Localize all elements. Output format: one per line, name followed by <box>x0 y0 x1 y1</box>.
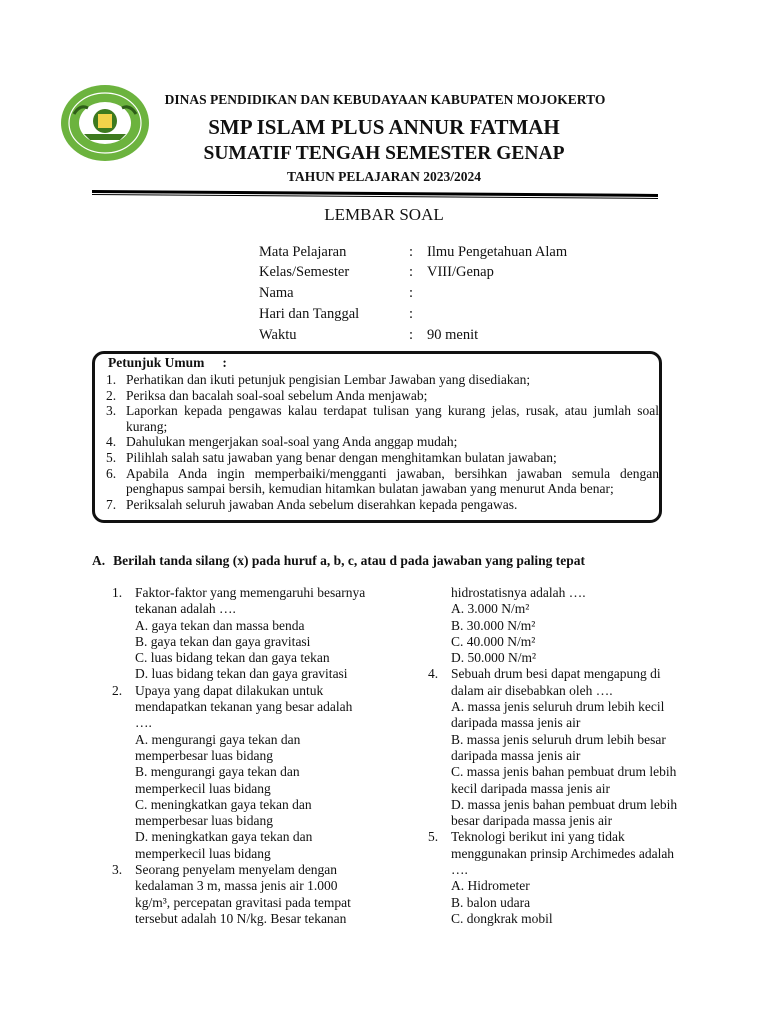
info-row-class <box>259 263 567 283</box>
school-name: SMP ISLAM PLUS ANNUR FATMAH <box>208 115 560 139</box>
questions-column-left <box>112 585 370 927</box>
info-colon: : <box>409 244 414 260</box>
question-text-continued: hidrostatisnya adalah …. <box>451 585 586 600</box>
instruction-number: 6. <box>106 465 117 481</box>
instruction-item <box>106 372 659 388</box>
question-2 <box>112 683 370 862</box>
academic-year: TAHUN PELAJARAN 2023/2024 <box>286 169 481 184</box>
option-c[interactable]: C. 40.000 N/m² <box>451 633 536 649</box>
instruction-text: Pilihlah salah satu jawaban yang benar dengan menghitamkan bulatan jawaban; <box>126 449 557 465</box>
section-title: Berilah tanda silang (x) pada huruf a, b, c, atau d pada jawaban yang paling tepat <box>113 553 585 568</box>
instruction-item <box>106 434 659 450</box>
question-text: Teknologi berikut ini yang tidak menggunakan prinsip Archimedes adalah …. <box>451 829 675 878</box>
instructions-title-colon: : <box>222 355 227 370</box>
question-1 <box>112 585 370 683</box>
instructions-list <box>106 372 659 512</box>
option-c[interactable]: C. meningkatkan gaya tekan dan memperbesar luas bidang <box>135 796 312 829</box>
instruction-number: 4. <box>106 434 117 450</box>
info-label: Mata Pelajaran <box>259 244 347 260</box>
instruction-item <box>106 497 659 513</box>
instructions-title-text: Petunjuk Umum <box>108 355 205 370</box>
instruction-text: Periksalah seluruh jawaban Anda sebelum diserahkan kepada pengawas. <box>126 496 518 512</box>
info-value: 90 menit <box>427 326 479 343</box>
option-a[interactable]: A. Hidrometer <box>451 878 530 894</box>
option-a[interactable]: A. mengurangi gaya tekan dan memperbesar luas bidang <box>135 731 301 763</box>
info-label: Hari dan Tanggal <box>259 305 360 322</box>
instruction-number: 3. <box>106 403 117 419</box>
question-number: 3. <box>112 862 123 878</box>
option-d[interactable]: D. luas bidang tekan dan gaya gravitasi <box>135 666 348 682</box>
instruction-number: 1. <box>106 372 117 387</box>
question-3 <box>112 862 370 927</box>
option-a[interactable]: A. massa jenis seluruh drum lebih kecil daripada massa jenis air <box>451 699 665 731</box>
option-c[interactable]: C. luas bidang tekan dan gaya tekan <box>135 650 330 666</box>
question-number: 1. <box>112 585 123 600</box>
instruction-text: Periksa dan bacalah soal-soal sebelum Anda menjawab; <box>126 387 428 403</box>
info-colon: : <box>409 326 414 343</box>
option-b[interactable]: B. mengurangi gaya tekan dan memperkecil luas bidang <box>135 764 300 796</box>
option-c[interactable]: C. dongkrak mobil <box>451 910 553 926</box>
instruction-text: Apabila Anda ingin memperbaiki/mengganti jawaban, bersihkan jawaban semula dengan penghapus sampai bersih, kemudian hitamkan bulatan jawaban yang menurut Anda benar; <box>126 465 659 497</box>
question-3-continued <box>428 585 678 666</box>
option-a[interactable]: A. gaya tekan dan massa benda <box>135 617 305 633</box>
question-number: 5. <box>428 829 439 845</box>
info-colon: : <box>409 263 414 280</box>
instruction-item <box>106 388 659 404</box>
section-letter: A. <box>92 553 106 568</box>
option-b[interactable]: B. 30.000 N/m² <box>451 617 536 633</box>
option-b[interactable]: B. balon udara <box>451 894 531 910</box>
instruction-item <box>106 450 659 466</box>
questions-column-right <box>428 585 678 927</box>
info-row-date <box>259 304 567 325</box>
question-number: 2. <box>112 682 123 698</box>
instruction-text: Laporkan kepada pengawas kalau terdapat tulisan yang kurang jelas, rusak, atau jumlah soal kurang; <box>126 403 659 434</box>
info-colon: : <box>409 305 414 322</box>
info-label: Waktu <box>259 326 297 343</box>
info-row-subject <box>259 243 567 263</box>
question-text: Faktor-faktor yang memengaruhi besarnya tekanan adalah …. <box>135 585 366 617</box>
question-text: Upaya yang dapat dilakukan untuk mendapatkan tekanan yang besar adalah …. <box>135 682 353 731</box>
exam-info-table <box>259 243 567 346</box>
option-c[interactable]: C. massa jenis bahan pembuat drum lebih kecil daripada massa jenis air <box>451 764 677 796</box>
option-a[interactable]: A. 3.000 N/m² <box>451 601 530 617</box>
instruction-number: 7. <box>106 496 117 512</box>
info-colon: : <box>409 284 414 301</box>
instruction-number: 5. <box>106 449 117 465</box>
instruction-text: Perhatikan dan ikuti petunjuk pengisian Lembar Jawaban yang disediakan; <box>126 372 531 387</box>
question-number: 4. <box>428 666 439 682</box>
instruction-text: Dahulukan mengerjakan soal-soal yang Anda anggap mudah; <box>126 434 458 450</box>
question-5 <box>428 829 678 927</box>
institution-name: DINAS PENDIDIKAN DAN KEBUDAYAAN KABUPATEN MOJOKERTO <box>164 92 606 107</box>
instruction-item <box>106 403 659 434</box>
info-value: VIII/Genap <box>427 263 494 280</box>
question-4 <box>428 666 678 829</box>
option-b[interactable]: B. massa jenis seluruh drum lebih besar daripada massa jenis air <box>451 731 666 763</box>
info-label: Nama <box>259 284 294 301</box>
option-d[interactable]: D. massa jenis bahan pembuat drum lebih besar daripada massa jenis air <box>451 796 678 829</box>
info-value: Ilmu Pengetahuan Alam <box>427 244 568 260</box>
option-d[interactable]: D. meningkatkan gaya tekan dan memperkecil luas bidang <box>135 829 313 861</box>
section-heading <box>92 553 585 569</box>
instruction-number: 2. <box>106 387 117 403</box>
sheet-title: LEMBAR SOAL <box>324 205 444 224</box>
option-b[interactable]: B. gaya tekan dan gaya gravitasi <box>135 633 311 649</box>
exam-title: SUMATIF TENGAH SEMESTER GENAP <box>203 143 565 164</box>
info-row-time <box>259 325 567 346</box>
question-text: Seorang penyelam menyelam dengan kedalaman 3 m, massa jenis air 1.000 kg/m³, percepatan gravitasi pada tempat tersebut adalah 10 N/kg. Besar tekanan <box>135 862 351 926</box>
instruction-item <box>106 466 659 497</box>
instructions-title <box>108 355 227 371</box>
option-d[interactable]: D. 50.000 N/m² <box>451 650 537 666</box>
info-row-name <box>259 283 567 304</box>
question-text: Sebuah drum besi dapat mengapung di dalam air disebabkan oleh …. <box>451 666 661 698</box>
info-label: Kelas/Semester <box>259 263 350 280</box>
